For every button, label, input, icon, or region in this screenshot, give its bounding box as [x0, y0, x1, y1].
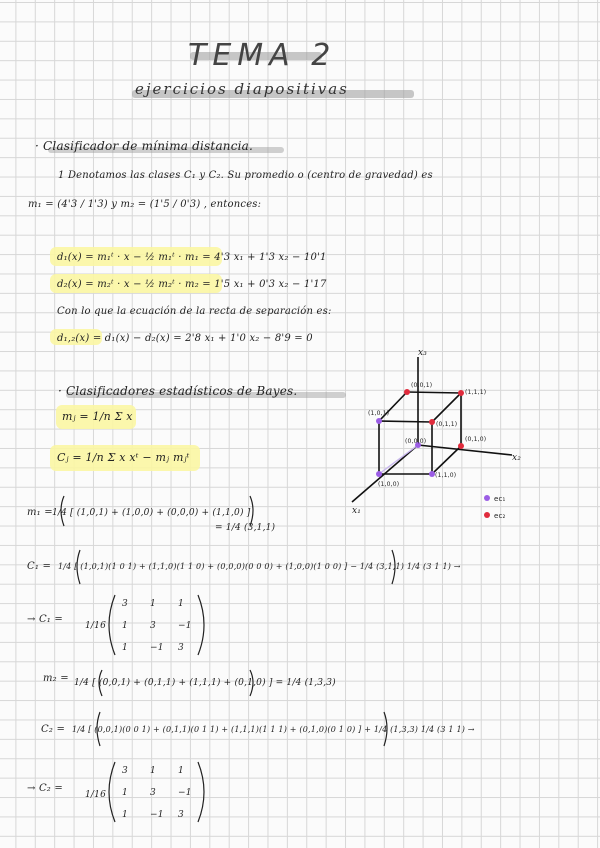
vertex-label: (0,1,1): [436, 421, 458, 428]
matrix-cell: −1: [150, 810, 164, 820]
c1-expression: 1/4 [ (1,0,1)(1 0 1) + (1,1,0)(1 1 0) + (0,0,0)(0 0 0) + (1,0,0)(1 0 0) ] − 1/4 (3,1,1) 1/4 (3 1 1) →: [58, 562, 461, 571]
matrix-cell: 3: [178, 810, 184, 820]
matrix-cell: 1: [178, 766, 184, 776]
vertex-label: (1,1,1): [465, 389, 487, 396]
matrix-cell: 1: [122, 788, 128, 798]
equation-d2: d₂(x) = m₂ᵗ · x − ½ m₂ᵗ · m₂ = 1'5 x₁ + 0'3 x₂ − 1'17: [57, 279, 327, 290]
vertex-label: (0,0,0): [405, 438, 427, 445]
matrix-cell: 1: [150, 599, 156, 609]
cube-edge: [432, 393, 461, 422]
c1-lhs: C₁ =: [27, 561, 52, 572]
m1-result: = 1/4 (3,1,1): [215, 523, 276, 533]
cube-hidden-edge: [379, 445, 418, 474]
axis-x3-label: x₃: [418, 348, 428, 358]
matrix-cell: 1: [178, 599, 184, 609]
cube-edge: [407, 392, 461, 393]
axis-x1-label: x₁: [352, 506, 362, 516]
cov-formula: Cⱼ = 1/n Σ x xᵗ − mⱼ mⱼᵗ: [57, 451, 190, 464]
m2-expression: 1/4 [ (0,0,1) + (0,1,1) + (1,1,1) + (0,1,0) ] = 1/4 (1,3,3): [74, 678, 336, 688]
point-c2: [429, 419, 435, 425]
matrix-cell: 3: [178, 643, 184, 653]
matrix-cell: 1: [122, 810, 128, 820]
matrix-cell: −1: [178, 788, 192, 798]
c1-arrow: → C₁ =: [27, 614, 63, 625]
legend-dot-c1: [484, 495, 490, 501]
matrix-cell: 1: [122, 621, 128, 631]
point-c2: [404, 389, 410, 395]
vertex-label: (0,0,1): [411, 382, 433, 389]
section1-heading: · Clasificador de mínima distancia.: [35, 139, 254, 153]
c2-arrow: → C₂ =: [27, 783, 63, 794]
matrix-cell: 3: [122, 599, 128, 609]
section2-heading: · Clasificadores estadísticos de Bayes.: [58, 384, 298, 398]
legend-c2-label: ec₂: [494, 512, 506, 520]
point-c2: [458, 443, 464, 449]
matrix-cell: 3: [150, 621, 156, 631]
legend-c1-label: ec₁: [494, 495, 506, 503]
vertex-label: (0,1,0): [465, 436, 487, 443]
section1-intro: 1 Denotamos las clases C₁ y C₂. Su promedio o (centro de gravedad) es: [58, 170, 433, 181]
equation-d1: d₁(x) = m₁ᵗ · x − ½ m₁ᵗ · m₁ = 4'3 x₁ + 1'3 x₂ − 10'1: [57, 252, 327, 263]
matrix-cell: −1: [150, 643, 164, 653]
matrix-cell: 3: [122, 766, 128, 776]
vertex-label: (1,0,0): [378, 481, 400, 488]
matrix-cell: −1: [178, 621, 192, 631]
means-line: m₁ = (4'3 / 1'3) y m₂ = (1'5 / 0'3) , entonces:: [28, 199, 262, 210]
page-title: TEMA 2: [188, 38, 337, 73]
page-subtitle: ejercicios diapositivas: [135, 80, 349, 98]
matrix-cell: 1: [150, 766, 156, 776]
c2-frac: 1/16: [85, 790, 107, 800]
c2-lhs: C₂ =: [41, 724, 66, 735]
m1-lhs: m₁ =: [27, 507, 53, 518]
matrix-cell: 1: [122, 643, 128, 653]
separation-text: Con lo que la ecuación de la recta de separación es:: [57, 306, 332, 317]
m2-lhs: m₂ =: [43, 673, 69, 684]
legend-dot-c2: [484, 512, 490, 518]
cube-edge: [379, 421, 432, 422]
c1-frac: 1/16: [85, 621, 107, 631]
m1-vectors: [ (1,0,1) + (1,0,0) + (0,0,0) + (1,1,0) ]: [70, 508, 251, 518]
matrix-cell: 3: [150, 788, 156, 798]
mean-formula: mⱼ = 1/n Σ x: [62, 410, 133, 423]
point-c1: [376, 471, 382, 477]
axis-x2-label: x₂: [512, 453, 522, 463]
c2-expression: 1/4 [ (0,0,1)(0 0 1) + (0,1,1)(0 1 1) + (1,1,1)(1 1 1) + (0,1,0)(0 1 0) ] + 1/4 (1,3,3) 1/4 (3 1 1) →: [72, 725, 475, 734]
point-c2: [458, 390, 464, 396]
equation-d12: d₁,₂(x) = d₁(x) − d₂(x) = 2'8 x₁ + 1'0 x₂ − 8'9 = 0: [57, 333, 313, 344]
m1-frac: 1/4: [52, 508, 68, 518]
vertex-label: (1,1,0): [435, 472, 457, 479]
vertex-label: (1,0,1): [368, 410, 390, 417]
